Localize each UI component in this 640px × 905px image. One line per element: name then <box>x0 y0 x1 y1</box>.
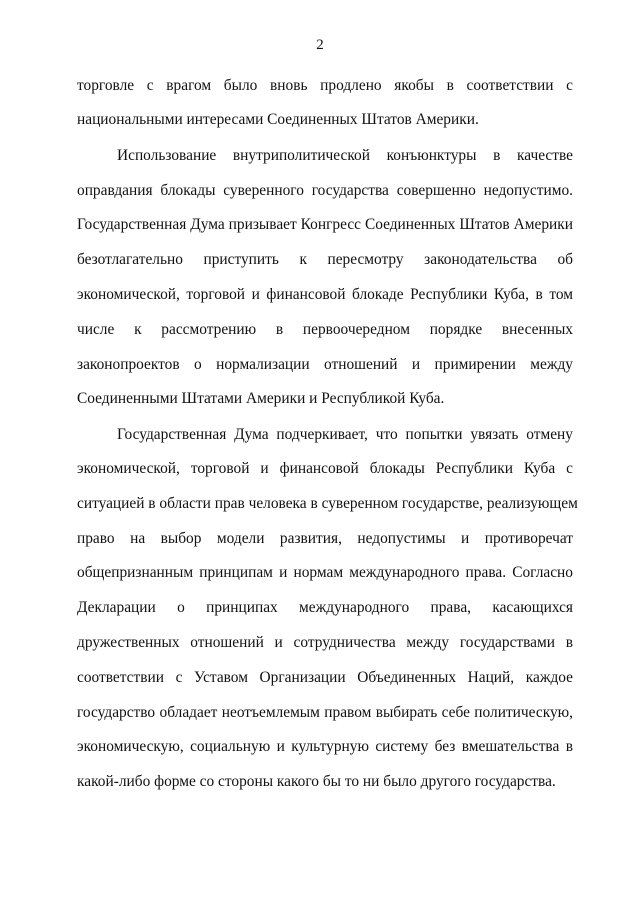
text-line: ситуацией в области прав человека в суверенном государстве, реализующем <box>77 495 578 512</box>
text-line: государство обладает неотъемлемым правом выбирать себе политическую, <box>77 704 573 721</box>
text-line: право на выбор модели развития, недопустимы и противоречат <box>77 530 573 547</box>
text-line: экономической, торговой и финансовой блокаде Республики Куба, в том <box>77 286 573 303</box>
text-line: соответствии с Уставом Организации Объединенных Наций, каждое <box>77 669 573 686</box>
text-line: числе к рассмотрению в первоочередном порядке внесенных <box>77 321 573 338</box>
text-line: Государственная Дума призывает Конгресс Соединенных Штатов Америки <box>77 216 573 233</box>
text-line: Государственная Дума подчеркивает, что попытки увязать отмену <box>117 426 573 443</box>
text-line: Декларации о принципах международного права, касающихся <box>77 599 573 616</box>
text-line: экономической, торговой и финансовой блокады Республики Куба с <box>77 460 573 477</box>
text-line: законопроектов о нормализации отношений и примирении между <box>77 356 573 373</box>
text-line: дружественных отношений и сотрудничества между государствами в <box>77 634 573 651</box>
text-line: оправдания блокады суверенного государства совершенно недопустимо. <box>77 182 573 199</box>
text-line: какой-либо форме со стороны какого бы то ни было другого государства. <box>77 773 556 790</box>
text-line: экономическую, социальную и культурную систему без вмешательства в <box>77 738 573 755</box>
text-line: Использование внутриполитической конъюнктуры в качестве <box>117 147 573 164</box>
page-number: 2 <box>316 37 324 53</box>
text-line: Соединенными Штатами Америки и Республикой Куба. <box>77 390 445 407</box>
text-line: общепризнанным принципам и нормам международного права. Согласно <box>77 564 573 581</box>
text-line: безотлагательно приступить к пересмотру законодательства об <box>77 251 573 268</box>
text-line: торговле с врагом было вновь продлено якобы в соответствии с <box>77 77 573 94</box>
text-line: национальными интересами Соединенных Штатов Америки. <box>77 111 479 128</box>
